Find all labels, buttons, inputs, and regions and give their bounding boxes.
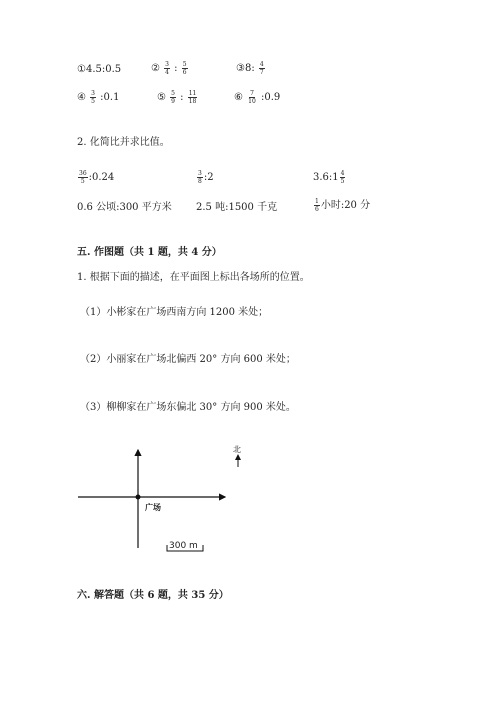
fraction-numerator: 4: [259, 61, 264, 68]
ratio-suffix: 小时:20 分: [320, 200, 371, 211]
q2-item-6: [313, 196, 370, 213]
section-5-question-1: 1. 根据下面的描述，在平面图上标出各场所的位置。: [77, 272, 310, 283]
ratio-item-1: [77, 64, 121, 75]
fraction: [182, 61, 188, 76]
ratio-text: ①4.5:0.5: [77, 64, 122, 75]
ratio-separator: :: [180, 92, 184, 103]
q2-item-5: 2.5 吨:1500 千克: [196, 202, 278, 213]
fraction-denominator: 9: [171, 98, 175, 105]
fraction-denominator: 7: [259, 69, 264, 76]
fraction-denominator: 4: [165, 69, 169, 76]
ratio-prefix: ②: [151, 63, 160, 74]
ratio-item-3: [236, 61, 266, 76]
fraction-numerator: 5: [182, 61, 187, 68]
fraction-denominator: 6: [315, 206, 319, 213]
fraction: [170, 90, 176, 105]
fraction-numerator: 7: [250, 90, 254, 97]
ratio-item-4: [77, 90, 119, 105]
ratio-suffix: :0.24: [88, 172, 115, 183]
fraction-numerator: 3: [91, 90, 95, 97]
fraction-numerator: 3: [198, 170, 202, 177]
question-2-title: 2. 化简比并求比值。: [77, 137, 170, 148]
fraction: [197, 170, 203, 185]
q2-item-1: [77, 170, 114, 185]
ratio-prefix: ④: [77, 92, 86, 103]
fraction: [78, 170, 88, 185]
fraction-denominator: 6: [182, 69, 187, 76]
ratio-suffix: :2: [203, 172, 214, 183]
fraction-numerator: 11: [188, 90, 197, 97]
fraction: [259, 61, 265, 76]
plaza-point: [136, 495, 141, 500]
q2-item-2: [196, 170, 214, 185]
fraction: [340, 170, 346, 185]
ratio-item-2: [151, 61, 189, 76]
fraction-numerator: 3: [165, 61, 169, 68]
fraction: [164, 61, 170, 76]
ratio-item-6: [234, 90, 280, 105]
fraction-denominator: 5: [340, 178, 345, 185]
fraction: [247, 90, 257, 105]
ratio-prefix: ⑤: [157, 92, 166, 103]
fraction: [90, 90, 96, 105]
fraction-denominator: 8: [198, 178, 202, 185]
sub-question-1: （1）小彬家在广场西南方向 1200 米处；: [80, 307, 269, 318]
fraction-numerator: 1: [315, 198, 319, 205]
fraction-denominator: 10: [248, 98, 256, 105]
fraction: [188, 90, 198, 105]
fraction-numerator: 36: [79, 170, 87, 177]
sub-question-3: （3）柳柳家在广场东偏北 30° 方向 900 米处。: [80, 402, 296, 413]
fraction-denominator: 5: [91, 98, 95, 105]
ratio-prefix: 3.6:1: [313, 172, 339, 183]
section-6-heading: 六. 解答题（共 6 题，共 35 分）: [77, 590, 229, 601]
fraction-denominator: 5: [80, 178, 85, 185]
ratio-prefix: ③8:: [236, 63, 255, 74]
fraction: [314, 198, 320, 213]
scale-label: 300 m: [169, 541, 198, 551]
fraction-denominator: 18: [188, 98, 197, 105]
ratio-suffix: :0.9: [260, 92, 281, 103]
ratio-prefix: ⑥: [234, 92, 243, 103]
fraction-numerator: 4: [340, 170, 345, 177]
section-5-heading: 五. 作图题（共 1 题，共 4 分）: [77, 247, 222, 258]
fraction-numerator: 5: [171, 90, 175, 97]
ratio-separator: :: [174, 63, 178, 74]
plaza-label: 广场: [145, 502, 161, 512]
ratio-suffix: :0.1: [100, 92, 120, 103]
q2-item-3: [313, 170, 346, 185]
sub-question-2: （2）小丽家在广场北偏西 20° 方向 600 米处；: [80, 354, 296, 365]
north-label: 北: [233, 445, 241, 454]
q2-item-4: 0.6 公顷:300 平方米: [77, 202, 172, 213]
ratio-item-5: [157, 90, 198, 105]
